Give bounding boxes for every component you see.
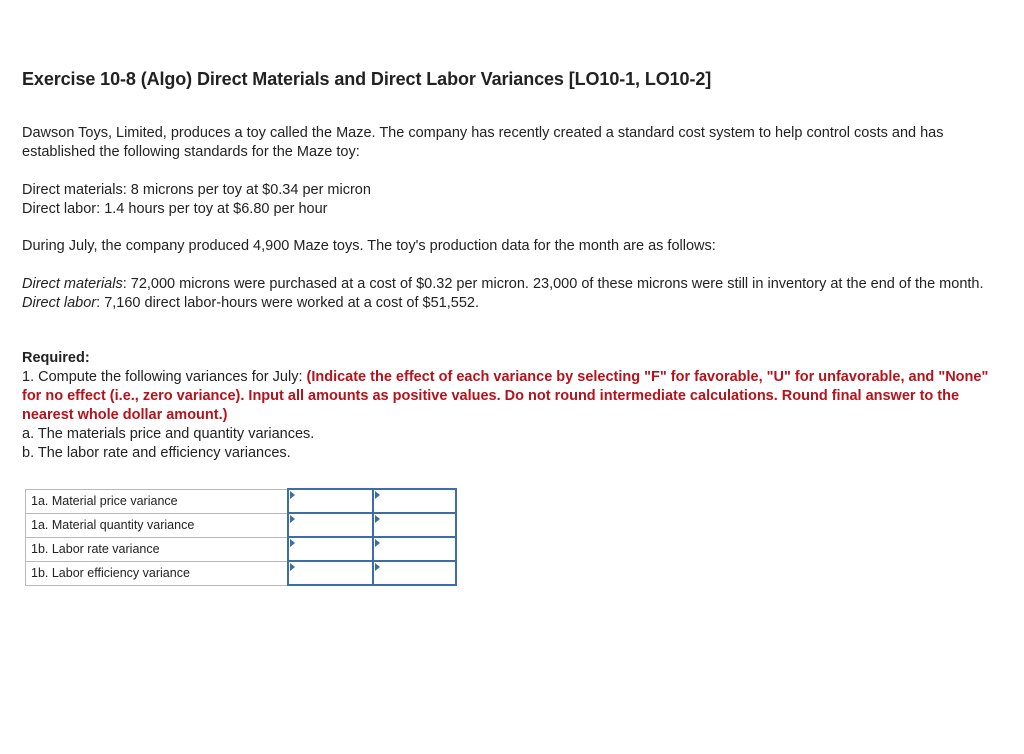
july-production-text: During July, the company produced 4,900 Maze toys. The toy's production data for the month are as follows: <box>22 238 716 254</box>
amount-input[interactable] <box>288 561 373 585</box>
amount-input[interactable] <box>288 513 373 537</box>
row-label: 1a. Material quantity variance <box>26 513 289 537</box>
actual-labor-text: : 7,160 direct labor-hours were worked at a cost of $51,552. <box>96 295 479 311</box>
row-label: 1b. Labor rate variance <box>26 537 289 561</box>
effect-select[interactable] <box>373 489 456 513</box>
exercise-title: Exercise 10-8 (Algo) Direct Materials and Direct Labor Variances [LO10-1, LO10-2] <box>22 69 712 89</box>
caret-right-icon <box>375 491 380 499</box>
table-row <box>26 513 457 537</box>
row-label: 1a. Material price variance <box>26 489 289 513</box>
actual-materials-label: Direct materials <box>22 276 123 292</box>
required-instructions: (Indicate the effect of each variance by selecting "F" for favorable, "U" for unfavorable, and "None" for no effect (i.e., zero variance). Input all amounts as positive values. Do not round intermediate calculations. Round final answer to the nearest whole dollar amount.) <box>22 369 989 423</box>
caret-right-icon <box>290 539 295 547</box>
required-item-1 <box>22 368 1007 425</box>
required-heading: Required: <box>22 350 90 366</box>
required-part-b: b. The labor rate and efficiency variances. <box>22 445 291 461</box>
caret-right-icon <box>375 515 380 523</box>
intro-paragraph: Dawson Toys, Limited, produces a toy called the Maze. The company has recently created a standard cost system to help control costs and has established the following standards for the Maze toy: <box>22 125 944 160</box>
effect-select[interactable] <box>373 561 456 585</box>
required-part-a: a. The materials price and quantity variances. <box>22 426 315 442</box>
effect-select[interactable] <box>373 513 456 537</box>
required-block <box>22 349 1007 463</box>
caret-right-icon <box>290 491 295 499</box>
required-item-1-prefix: 1. Compute the following variances for July: <box>22 369 307 385</box>
standard-labor: Direct labor: 1.4 hours per toy at $6.80 per hour <box>22 201 328 217</box>
caret-right-icon <box>375 563 380 571</box>
actual-labor <box>22 294 1007 313</box>
actual-labor-label: Direct labor <box>22 295 97 311</box>
caret-right-icon <box>290 563 295 571</box>
amount-input[interactable] <box>288 537 373 561</box>
actual-materials <box>22 275 1007 294</box>
caret-right-icon <box>290 515 295 523</box>
amount-input[interactable] <box>288 489 373 513</box>
table-row <box>26 561 457 585</box>
standard-materials: Direct materials: 8 microns per toy at $0.34 per micron <box>22 182 371 198</box>
table-row <box>26 537 457 561</box>
standards-block <box>22 181 1007 219</box>
row-label: 1b. Labor efficiency variance <box>26 561 289 585</box>
variance-answer-table <box>25 488 457 586</box>
actual-materials-text: : 72,000 microns were purchased at a cost of $0.32 per micron. 23,000 of these microns were still in inventory at the end of the month. <box>122 276 984 292</box>
effect-select[interactable] <box>373 537 456 561</box>
table-row <box>26 489 457 513</box>
actual-data-block <box>22 275 1007 313</box>
caret-right-icon <box>375 539 380 547</box>
